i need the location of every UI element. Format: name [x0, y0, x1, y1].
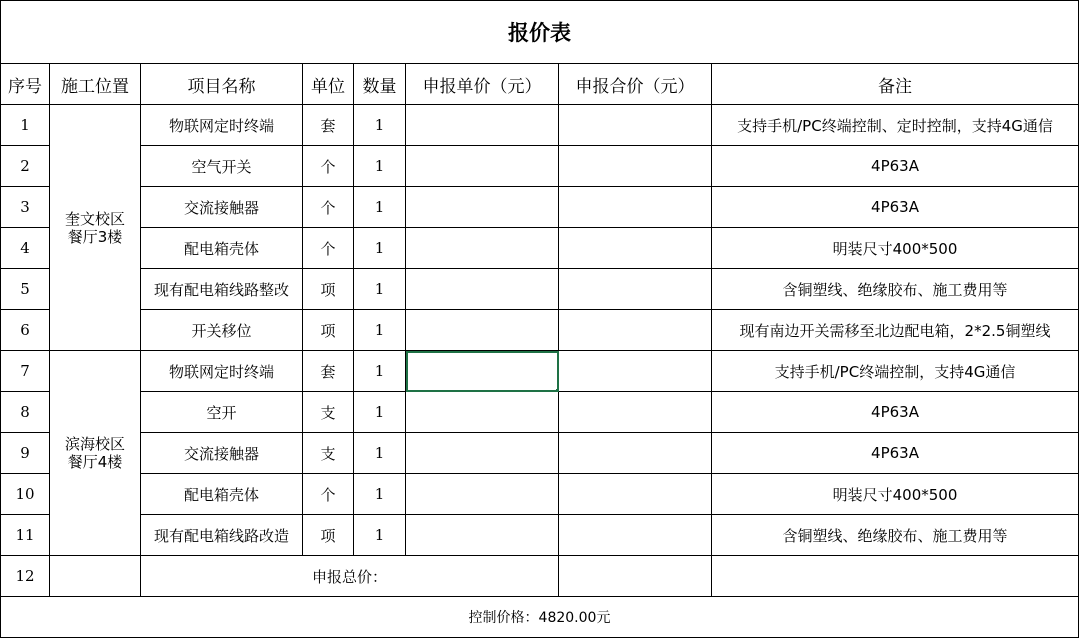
- unit-cell[interactable]: 个: [303, 187, 354, 228]
- quantity-cell[interactable]: 1: [354, 433, 406, 474]
- total-remark-cell[interactable]: [712, 556, 1079, 597]
- unit-price-cell[interactable]: [406, 228, 559, 269]
- total-price-cell[interactable]: [559, 228, 712, 269]
- unit-price-cell[interactable]: [406, 310, 559, 351]
- empty-location-cell[interactable]: [50, 556, 141, 597]
- remark-cell[interactable]: 现有南边开关需移至北边配电箱，2*2.5铜塑线: [712, 310, 1079, 351]
- unit-price-cell[interactable]: [406, 105, 559, 146]
- table-row: [1, 187, 1079, 228]
- unit-price-cell[interactable]: [406, 433, 559, 474]
- seq-cell[interactable]: 9: [1, 433, 50, 474]
- seq-cell[interactable]: 5: [1, 269, 50, 310]
- item-name-cell[interactable]: 空开: [141, 392, 303, 433]
- quantity-cell[interactable]: 1: [354, 474, 406, 515]
- remark-cell[interactable]: 含铜塑线、绝缘胶布、施工费用等: [712, 269, 1079, 310]
- seq-cell[interactable]: 12: [1, 556, 50, 597]
- table-row: [1, 269, 1079, 310]
- unit-price-cell[interactable]: [406, 515, 559, 556]
- item-name-cell[interactable]: 交流接触器: [141, 433, 303, 474]
- unit-price-cell[interactable]: [406, 474, 559, 515]
- total-price-label[interactable]: 申报总价：: [141, 556, 559, 597]
- quantity-cell[interactable]: 1: [354, 105, 406, 146]
- item-name-cell[interactable]: 物联网定时终端: [141, 351, 303, 392]
- total-price-cell[interactable]: [559, 269, 712, 310]
- total-price-cell[interactable]: [559, 433, 712, 474]
- unit-cell[interactable]: 支: [303, 433, 354, 474]
- unit-cell[interactable]: 支: [303, 392, 354, 433]
- total-row: [1, 556, 1079, 597]
- quantity-cell[interactable]: 1: [354, 187, 406, 228]
- table-row: [1, 392, 1079, 433]
- seq-cell[interactable]: 4: [1, 228, 50, 269]
- remark-cell[interactable]: 4P63A: [712, 146, 1079, 187]
- quantity-cell[interactable]: 1: [354, 351, 406, 392]
- table-row: [1, 105, 1079, 146]
- unit-price-cell[interactable]: [406, 187, 559, 228]
- table-row: [1, 228, 1079, 269]
- remark-cell[interactable]: 支持手机/PC终端控制，支持4G通信: [712, 351, 1079, 392]
- unit-cell[interactable]: 项: [303, 310, 354, 351]
- total-price-cell[interactable]: [559, 474, 712, 515]
- item-name-cell[interactable]: 物联网定时终端: [141, 105, 303, 146]
- total-price-cell[interactable]: [559, 310, 712, 351]
- item-name-cell[interactable]: 配电箱壳体: [141, 228, 303, 269]
- quantity-cell[interactable]: 1: [354, 310, 406, 351]
- header-quantity[interactable]: 数量: [354, 64, 406, 105]
- unit-cell[interactable]: 套: [303, 105, 354, 146]
- location-line: 滨海校区: [64, 435, 125, 453]
- total-price-cell[interactable]: [559, 105, 712, 146]
- item-name-cell[interactable]: 配电箱壳体: [141, 474, 303, 515]
- item-name-cell[interactable]: 空气开关: [141, 146, 303, 187]
- total-price-cell[interactable]: [559, 187, 712, 228]
- seq-cell[interactable]: 6: [1, 310, 50, 351]
- header-unit[interactable]: 单位: [303, 64, 354, 105]
- footer-row: [1, 597, 1079, 638]
- remark-cell[interactable]: 明装尺寸400*500: [712, 474, 1079, 515]
- remark-cell[interactable]: 4P63A: [712, 187, 1079, 228]
- quantity-cell[interactable]: 1: [354, 228, 406, 269]
- header-row: [1, 64, 1079, 105]
- item-name-cell[interactable]: 开关移位: [141, 310, 303, 351]
- unit-price-cell[interactable]: [406, 269, 559, 310]
- unit-cell[interactable]: 项: [303, 515, 354, 556]
- total-price-cell[interactable]: [559, 392, 712, 433]
- header-total-price[interactable]: 申报合价（元）: [559, 64, 712, 105]
- location-line: 奎文校区: [64, 209, 125, 228]
- location-line: 餐厅3楼: [67, 227, 123, 246]
- seq-cell[interactable]: 3: [1, 187, 50, 228]
- total-price-value[interactable]: [559, 556, 712, 597]
- unit-cell[interactable]: 项: [303, 269, 354, 310]
- table-row: [1, 351, 1079, 392]
- table-row: [1, 433, 1079, 474]
- seq-cell[interactable]: 11: [1, 515, 50, 556]
- quantity-cell[interactable]: 1: [354, 146, 406, 187]
- control-price[interactable]: 控制价格：4820.00元: [1, 597, 1079, 638]
- location-cell-kuiwen[interactable]: [50, 105, 141, 351]
- remark-cell[interactable]: 明装尺寸400*500: [712, 228, 1079, 269]
- seq-cell[interactable]: 10: [1, 474, 50, 515]
- unit-price-cell[interactable]: [406, 392, 559, 433]
- header-remark[interactable]: 备注: [712, 64, 1079, 105]
- total-price-cell[interactable]: [559, 146, 712, 187]
- item-name-cell[interactable]: 现有配电箱线路整改: [141, 269, 303, 310]
- seq-cell[interactable]: 7: [1, 351, 50, 392]
- remark-cell[interactable]: 4P63A: [712, 392, 1079, 433]
- location-cell-binhai[interactable]: [50, 351, 141, 556]
- quantity-cell[interactable]: 1: [354, 392, 406, 433]
- total-price-cell[interactable]: [559, 351, 712, 392]
- unit-cell[interactable]: 个: [303, 228, 354, 269]
- quantity-cell[interactable]: 1: [354, 269, 406, 310]
- remark-cell[interactable]: 含铜塑线、绝缘胶布、施工费用等: [712, 515, 1079, 556]
- table-row: [1, 474, 1079, 515]
- unit-cell[interactable]: 个: [303, 146, 354, 187]
- header-location[interactable]: 施工位置: [50, 64, 141, 105]
- header-item-name[interactable]: 项目名称: [141, 64, 303, 105]
- table-row: [1, 146, 1079, 187]
- unit-cell[interactable]: 套: [303, 351, 354, 392]
- item-name-cell[interactable]: 现有配电箱线路改造: [141, 515, 303, 556]
- unit-price-cell-selected[interactable]: [406, 351, 559, 392]
- title-row: [1, 1, 1079, 64]
- item-name-cell[interactable]: 交流接触器: [141, 187, 303, 228]
- sheet-title[interactable]: 报价表: [1, 1, 1079, 64]
- quantity-cell[interactable]: 1: [354, 515, 406, 556]
- unit-price-cell[interactable]: [406, 146, 559, 187]
- header-seq[interactable]: 序号: [1, 64, 50, 105]
- location-line: 餐厅4楼: [67, 453, 123, 471]
- total-price-cell[interactable]: [559, 515, 712, 556]
- remark-cell[interactable]: 支持手机/PC终端控制、定时控制，支持4G通信: [712, 105, 1079, 146]
- table-row: [1, 310, 1079, 351]
- seq-cell[interactable]: 2: [1, 146, 50, 187]
- seq-cell[interactable]: 1: [1, 105, 50, 146]
- seq-cell[interactable]: 8: [1, 392, 50, 433]
- table-row: [1, 515, 1079, 556]
- header-unit-price[interactable]: 申报单价（元）: [406, 64, 559, 105]
- remark-cell[interactable]: 4P63A: [712, 433, 1079, 474]
- unit-cell[interactable]: 个: [303, 474, 354, 515]
